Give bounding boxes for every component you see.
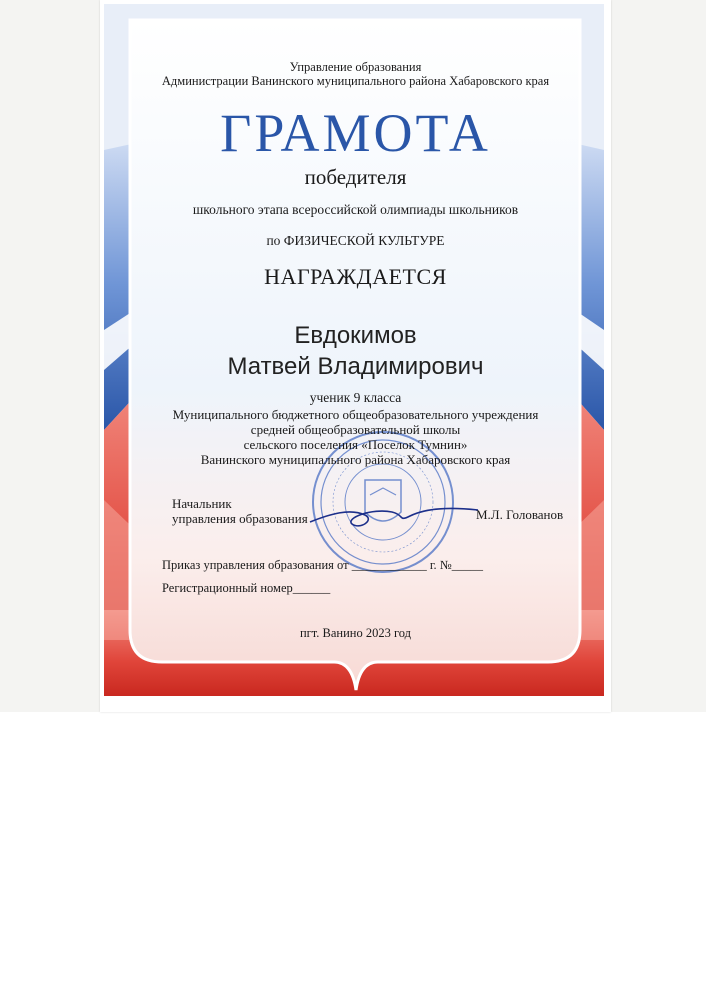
olympiad-subject: по ФИЗИЧЕСКОЙ КУЛЬТУРЕ (266, 233, 445, 248)
signatory-title-line1: Начальник (172, 496, 232, 511)
olympiad-stage: школьного этапа всероссийской олимпиады школьников (192, 202, 519, 217)
signatory-name: М.Л. Голованов (476, 507, 564, 522)
order-line: Приказ управления образования от ____________ г. №_____ (162, 558, 483, 572)
awarded-heading: НАГРАЖДАЕТСЯ (264, 264, 447, 289)
certificate-text (100, 0, 611, 712)
place-year: пгт. Ванино 2023 год (299, 626, 412, 640)
recipient-given-names: Матвей Владимирович (227, 353, 484, 380)
issuer-line1: Управление образования (289, 60, 422, 74)
signatory-title-line2: управления образования (172, 511, 308, 526)
school-line-4: Ванинского муниципального района Хабаровского края (200, 452, 511, 467)
certificate-title: ГРАМОТА (220, 103, 491, 163)
registration-line: Регистрационный номер______ (162, 581, 331, 595)
school-line-3: сельского поселения «Поселок Тумнин» (243, 437, 468, 452)
issuer-line2: Администрации Ванинского муниципального района Хабаровского края (161, 74, 550, 88)
recipient-surname: Евдокимов (294, 322, 417, 349)
certificate-subtitle: победителя (304, 165, 407, 189)
grade: ученик 9 класса (309, 390, 402, 405)
school-line-1: Муниципального бюджетного общеобразовательного учреждения (172, 407, 539, 422)
school-line-2: средней общеобразовательной школы (250, 422, 461, 437)
